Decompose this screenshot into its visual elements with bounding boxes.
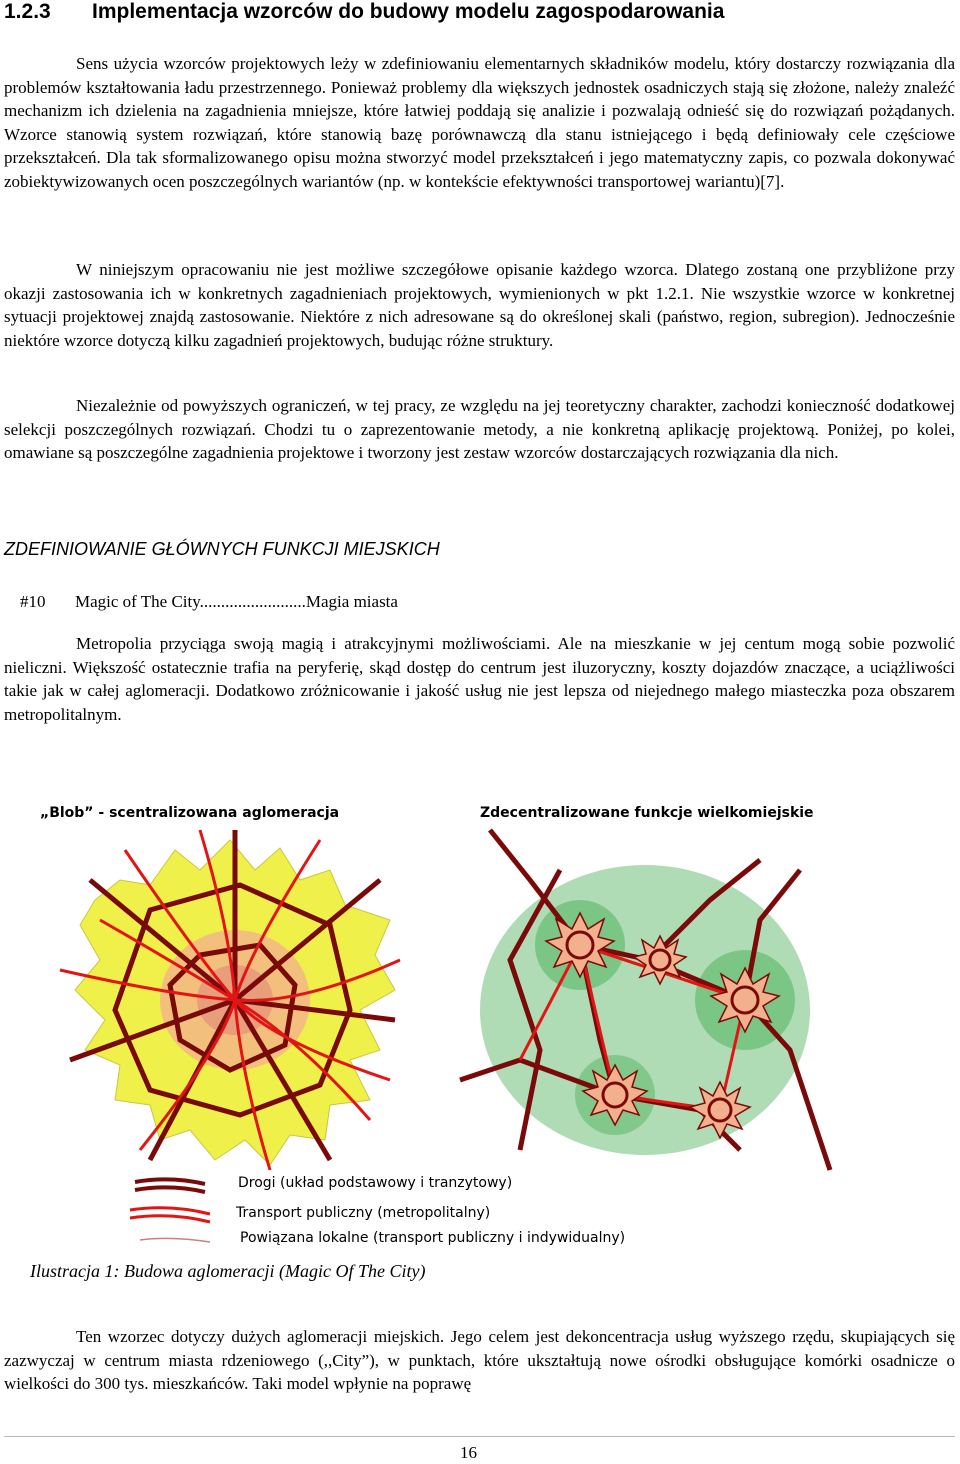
closing-paragraph: Ten wzorzec dotyczy dużych aglomeracji miejskich. Jego celem jest dekoncentracja usług wyższego rzędu, skupiających się zazwyczaj w centrum miasta rdzeniowego (,,City”), w punktach, które ukształtują nowe ośrodki obsługujące komórki osadnicze o wielkości do 300 tys. mieszkańców. Taki model wpłynie na poprawę [4, 1327, 955, 1393]
paragraph-3: Niezależnie od powyższych ograniczeń, w tej pracy, ze względu na jej teoretyczny charakter, zachodzi konieczność dodatkowej selekcji poszczególnych rozwiązań. Chodzi tu o zaprezentowanie metody, a nie konkretną aplikację projektową. Poniżej, po kolei, omawiane są poszczególne zagadnienia projektowe i tworzony jest zestaw wzorców dostarczających rozwiązania dla nich. [4, 396, 955, 462]
legend-transit-swatch [130, 1208, 210, 1222]
legend-local-label: Powiązana lokalne (transport publiczny i indywidualny) [240, 1230, 626, 1246]
pattern-name: Magic of The City.........................Magia miasta [75, 592, 398, 611]
decentralized-diagram [460, 830, 830, 1170]
subheading: ZDEFINIOWANIE GŁÓWNYCH FUNKCJI MIEJSKICH [4, 539, 440, 559]
legend-swatches [130, 1179, 210, 1242]
footer-rule [4, 1436, 955, 1437]
figure-caption: Ilustracja 1: Budowa aglomeracji (Magic Of The City) [30, 1261, 426, 1281]
legend-transit-label: Transport publiczny (metropolitalny) [236, 1205, 491, 1221]
legend-road-swatch [135, 1179, 205, 1192]
section-number: 1.2.3 [4, 0, 51, 23]
legend-local-swatch [140, 1238, 210, 1242]
legend-roads-label: Drogi (układ podstawowy i tranzytowy) [238, 1175, 513, 1191]
pattern-number: #10 [20, 592, 46, 611]
blob-diagram [60, 830, 400, 1170]
paragraph-1: Sens użycia wzorców projektowych leży w zdefiniowaniu elementarnych składników modelu, który dostarczy rozwiązania dla problemów kształtowania ładu przestrzennego. Ponieważ problemy dla większych jednostek osadniczych stają się złożone, należy znaleźć mechanizm ich dzielenia na zagadnienia mniejsze, które łatwiej poddają się analizie i pozwalają odnieść się do rozwiązań pożądanych. Wzorce stanowią system rozwiązań, które stanowią bazę porównawczą dla stanu istniejącego i będą definiowały cele częściowe przekształceń. Dla tak sformalizowanego opisu można stworzyć model przekształceń i jego matematyczny zapis, co pozwala dokonywać zobiektywizowanych ocen poszczególnych wariantów (np. w kontekście efektywności transportowej wariantu)[7]. [4, 54, 955, 191]
figure-right-label: Zdecentralizowane funkcje wielkomiejskie [480, 805, 814, 821]
paragraph-2: W niniejszym opracowaniu nie jest możliwe szczegółowe opisanie każdego wzorca. Dlatego zostaną one przybliżone przy okazji zastosowania ich w konkretnych zagadnieniach projektowych, wymienionych w pkt 1.2.1. Nie wszystkie wzorce w konkretnej sytuacji projektowej znajdą zastosowanie. Niektóre z nich adresowane są do określonej skali (państwo, region, subregion). Jednocześnie niektóre wzorce dotyczą kilku zagadnień projektowych, budując różne struktury. [4, 260, 955, 350]
figure-left-label: „Blob” - scentralizowana aglomeracja [40, 805, 340, 821]
pattern-paragraph: Metropolia przyciąga swoją magią i atrakcyjnymi możliwościami. Ale na mieszkanie w jej centum mogą sobie pozwolić nieliczni. Większość ostatecznie trafia na peryferię, skąd dostęp do centrum jest iluzoryczny, koszty dojazdów znaczące, a uciążliwości takie jak w całej aglomeracji. Dodatkowo zróżnicowanie i jakość usług nie jest lepsza od niejednego małego miasteczka poza obszarem metropolitalnym. [4, 634, 955, 724]
page-number: 16 [460, 1443, 477, 1462]
section-title: Implementacja wzorców do budowy modelu zagospodarowania [92, 0, 725, 23]
